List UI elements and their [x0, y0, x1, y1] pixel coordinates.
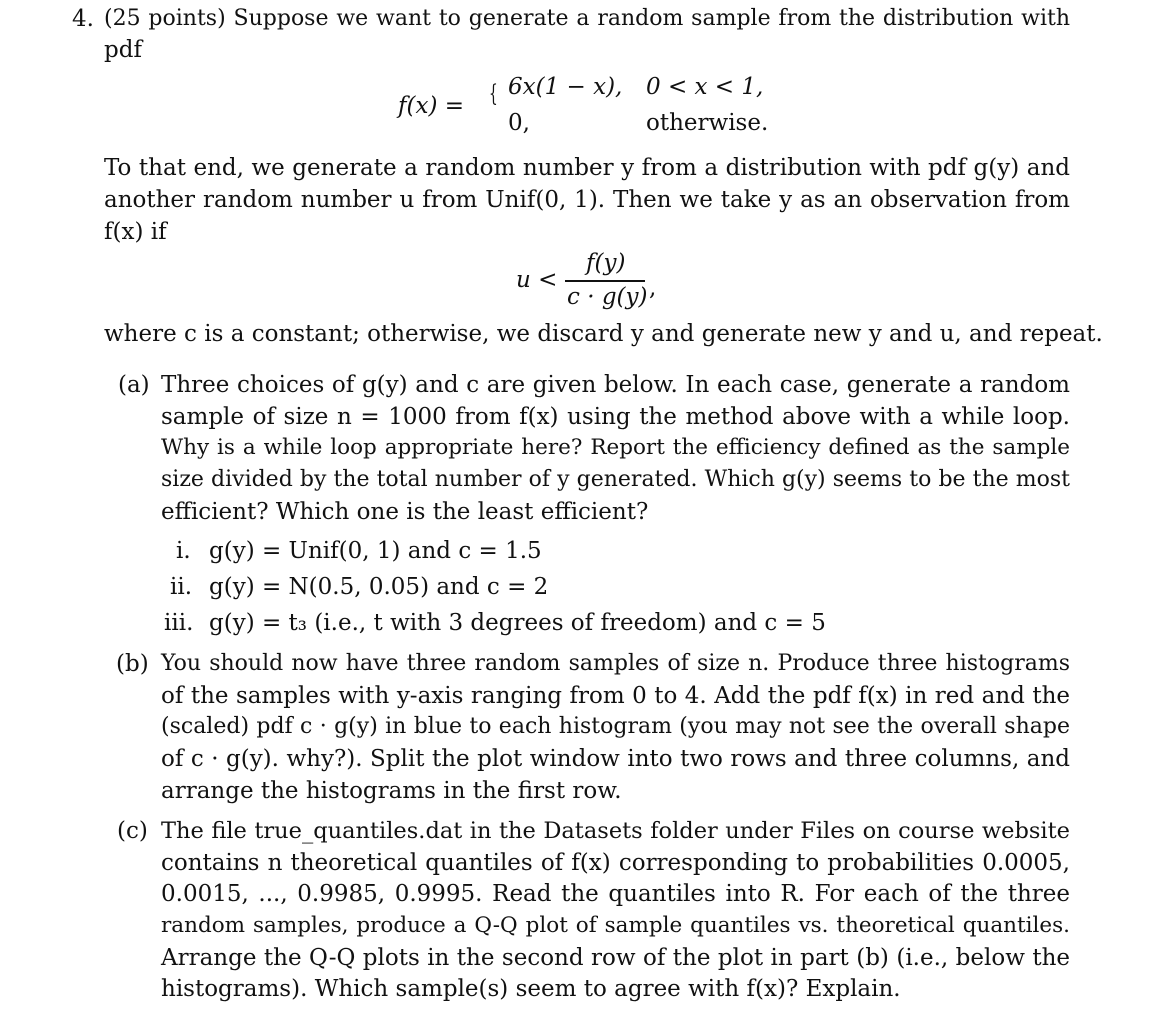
paragraph-2: where c is a constant; otherwise, we discard y and generate new y and u, and repeat.	[104, 321, 1103, 347]
part-b-line-3: (scaled) pdf c · g(y) in blue to each histogram (you may not see the overall shape	[161, 714, 1070, 739]
part-a-line-1: Three choices of g(y) and c are given below. In each case, generate a random	[161, 372, 1070, 398]
part-a-line-5: efficient? Which one is the least efficient?	[161, 499, 649, 525]
inequality-punctuation: ,	[649, 275, 657, 301]
part-a-line-2: sample of size n = 1000 from f(x) using the method above with a while loop.	[161, 404, 1070, 430]
part-c-label: (c)	[117, 818, 148, 844]
paragraph-1-line-2: another random number u from Unif(0, 1). Then we take y as an observation from	[104, 187, 1070, 213]
part-c-line-4: random samples, produce a Q-Q plot of sample quantiles vs. theoretical quantiles.	[161, 913, 1070, 938]
pdf-lhs: f(x) =	[398, 93, 465, 119]
part-b-line-2: of the samples with y-axis ranging from 0 to 4. Add the pdf f(x) in red and the	[161, 683, 1070, 709]
choice-i-text: g(y) = Unif(0, 1) and c = 1.5	[209, 538, 542, 564]
part-a-label: (a)	[118, 372, 150, 398]
pdf-case1-condition: 0 < x < 1,	[646, 74, 764, 100]
choice-ii-label: ii.	[170, 574, 193, 600]
part-c-line-3: 0.0015, ..., 0.9985, 0.9995. Read the quantiles into R. For each of the three	[161, 881, 1070, 907]
part-b-line-5: arrange the histograms in the first row.	[161, 778, 622, 804]
paragraph-1-line-1: To that end, we generate a random number y from a distribution with pdf g(y) and	[104, 155, 1070, 181]
problem-points: (25 points)	[104, 6, 226, 31]
left-brace: {	[489, 81, 498, 107]
problem-number: 4.	[72, 6, 94, 32]
part-c-line-2: contains n theoretical quantiles of f(x) corresponding to probabilities 0.0005,	[161, 850, 1070, 876]
part-c-line-6: histograms). Which sample(s) seem to agree with f(x)? Explain.	[161, 976, 901, 1002]
part-c-line-1: The file true_quantiles.dat in the Datasets folder under Files on course website	[161, 818, 1070, 844]
fraction-bar	[565, 280, 645, 282]
part-b-label: (b)	[116, 651, 149, 677]
choice-iii-text: g(y) = t₃ (i.e., t with 3 degrees of freedom) and c = 5	[209, 610, 826, 636]
part-b-line-1: You should now have three random samples of size n. Produce three histograms	[161, 651, 1070, 676]
paragraph-1-line-3: f(x) if	[104, 219, 167, 245]
part-a-line-3: Why is a while loop appropriate here? Report the efficiency defined as the sample	[161, 435, 1070, 460]
problem-intro-line-1	[104, 6, 1070, 31]
inequality-denominator: c · g(y)	[567, 284, 648, 310]
pdf-case2-condition: otherwise.	[646, 110, 769, 136]
inequality-lhs: u <	[516, 267, 558, 293]
choice-ii-text: g(y) = N(0.5, 0.05) and c = 2	[209, 574, 549, 600]
choice-iii-label: iii.	[164, 610, 194, 636]
pdf-case2-expression: 0,	[508, 110, 530, 136]
choice-i-label: i.	[176, 538, 191, 564]
problem-intro-line-2: pdf	[104, 37, 142, 63]
inequality-numerator: f(y)	[586, 250, 626, 276]
pdf-case1-expression: 6x(1 − x),	[508, 74, 623, 100]
problem-intro-text: Suppose we want to generate a random sample from the distribution with	[233, 6, 1070, 31]
part-a-line-4: size divided by the total number of y generated. Which g(y) seems to be the most	[161, 467, 1070, 492]
part-b-line-4: of c · g(y). why?). Split the plot window into two rows and three columns, and	[161, 746, 1070, 772]
part-c-line-5: Arrange the Q-Q plots in the second row of the plot in part (b) (i.e., below the	[161, 945, 1070, 971]
